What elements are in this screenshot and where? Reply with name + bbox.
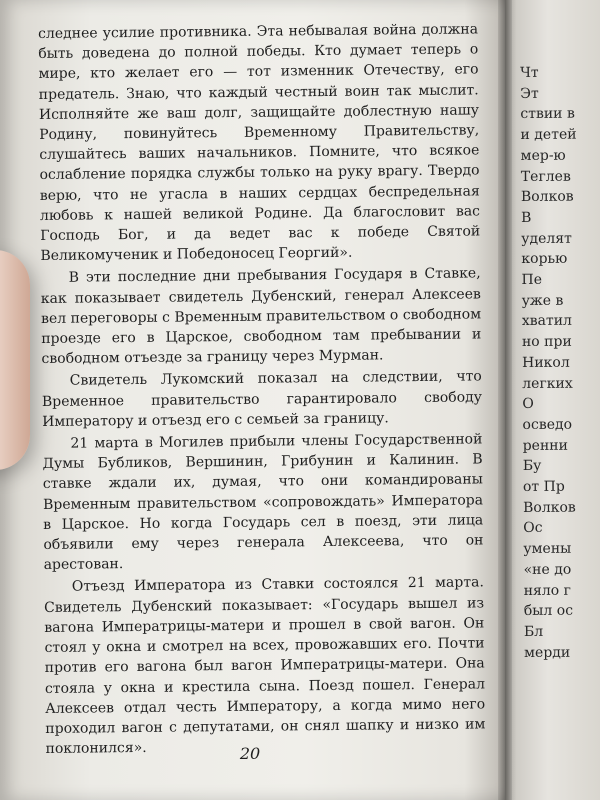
facing-line: от Пр [522,478,565,496]
facing-line: Волков [523,499,576,516]
facing-line: и детей [520,126,577,144]
facing-page-text [520,62,600,663]
page-number: 20 [239,744,261,763]
facing-line: Эт [520,85,539,102]
facing-line: Теглев [520,168,571,185]
facing-line: легких [522,375,573,392]
facing-line: умены [523,540,572,558]
facing-line: хватил [521,313,572,330]
paragraph-5: Отъезд Императора из Ставки состоялся 21 марта. Свидетель Дубенский показывает: «Государь вышел из вагона Императрицы-матери и прошел в свой вагон. Он стоял у окна и смотрел на всех, провожавших его. Почти против его вагона был вагон Императрицы-матери. Она стояла у окна и крестила сына. Поезд пошел. Генерал Алексеев отдал честь Императору, а когда мимо него проходил вагон с депутатами, он снял шапку и низко им поклонился». [44,574,486,758]
facing-line: «не до [523,561,572,578]
facing-line: мерди [524,644,571,661]
facing-line: корью [521,251,568,268]
paragraph-1: следнее усилие противника. Эта небывалая война должна быть доведена до полной победы. Кто думает теперь о мире, кто желает его — тот изменник Отечеству, его предатель. Знаю, что каждый честный воин так мыслит. Исполняйте же ваш долг, защищайте доблестную нашу Родину, повинуйтесь Временному Правительству, слушайтесь ваших начальников. Помните, что всякое ослабление порядка службы только на руку врагу. Твердо верю, что не угасла в наших сердцах беспредельная любовь к нашей великой Родине. Да благословит вас Господь Бог, и да ведет вас к победе Святой Великомученик и Победоносец Георгий». [38,21,481,265]
facing-line: Ос [523,520,543,537]
paragraph-4: 21 марта в Могилев прибыли члены Государственной Думы Бубликов, Вершинин, Грибунин и Калинин. В ставке ждали их, думая, что они командированы Временным правительством «сопровождать» Императора в Царское. Но когда Государь сел в поезд, эти лица объявили ему через генерала Алексеева, что он арестован. [42,431,484,574]
facing-line: Чт [520,64,539,81]
paragraph-3: Свидетель Лукомский показал на следствии, что Временное правительство гарантировало свободу Императору и отъезд его с семьей за границу. [41,368,483,430]
facing-line: Бу [522,458,542,475]
book-gutter [498,0,512,800]
facing-line: осведо [522,416,573,433]
facing-line: ствии в [520,106,575,123]
facing-line: ренни [522,437,568,454]
facing-line: Бл [523,623,544,640]
facing-line: няло г [523,582,572,599]
facing-line: но при [521,333,572,351]
paragraph-2: В эти последние дни пребывания Государя в Ставке, как показывает свидетель Дубенский, генерал Алексеев вел переговоры с Временным правительством о свободном проезде его в Царское, свободном там пребывании и свободном отъезде за границу через Мурман. [40,265,482,368]
facing-line: мер-ю [520,147,566,164]
facing-line: уделят [521,230,572,247]
facing-line: Пе [521,271,543,289]
facing-line: уже в [521,292,564,309]
page-body-text [38,19,486,759]
facing-line: В [521,209,532,226]
finger-holding-page [0,250,30,470]
facing-line: О [522,396,534,413]
facing-line: Волков [520,188,574,206]
facing-line: Никол [522,354,570,371]
facing-line: был ос [523,602,574,620]
